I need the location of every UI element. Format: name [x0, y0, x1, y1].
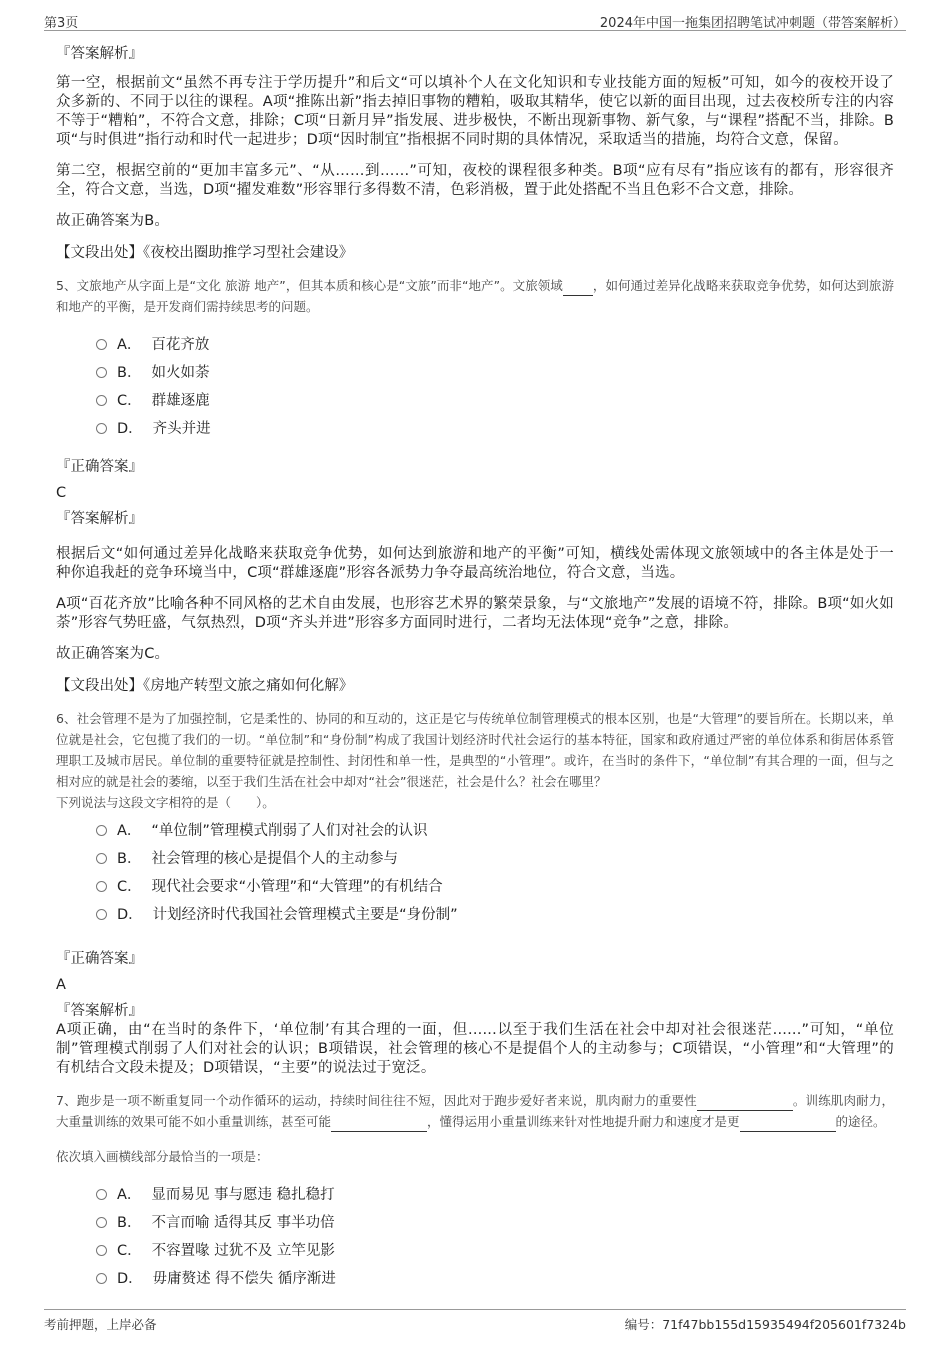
q6-stem: 6、社会管理不是为了加强控制，它是柔性的、协同的和互动的，这正是它与传统单位制管理模式的根本区别，也是“大管理”的要旨所在。长期以来，单位就是社会，它包揽了我们的一切。“单位制”和“身份制”构成了我国计划经济时代社会运行的基本特征，国家和政府通过严密的单位体系和街居体系管理职工及城市居民。单位制的重要特征就是控制性、封闭性和单一性，是典型的“小管理”。或许，在当时的条件下，“单位制”有其合理的一面，但与之相对应的就是社会的萎缩，以至于我们生活在社会中却对“社会”很迷茫，社会是什么？社会在哪里？ [56, 711, 894, 789]
radio-icon[interactable] [96, 909, 107, 920]
q5-analysis-paragraph-2: A项“百花齐放”比喻各种不同风格的艺术自由发展，也形容艺术界的繁荣景象，与“文旅地产”发展的语境不符，排除。B项“如火如荼”形容气势旺盛，气氛热烈，D项“齐头并进”形容多方面同时进行，二者均无法体现“竞争”之意，排除。 [56, 596, 894, 631]
q6-option-d[interactable]: D． 计划经济时代我国社会管理模式主要是“身份制” [96, 901, 894, 929]
radio-icon[interactable] [96, 1245, 107, 1256]
q5-conclusion: 故正确答案为C。 [56, 646, 170, 662]
q7-blank-2 [331, 1117, 427, 1132]
document-title: 2024年中国一拖集团招聘笔试冲刺题（带答案解析） [599, 16, 906, 31]
radio-icon[interactable] [96, 1217, 107, 1228]
radio-icon[interactable] [96, 395, 107, 406]
page-footer [44, 1309, 906, 1332]
analysis-label: 『答案解析』 [56, 1003, 143, 1019]
radio-icon[interactable] [96, 339, 107, 350]
q5-answer: C [56, 485, 67, 501]
radio-icon[interactable] [96, 881, 107, 892]
q7-option-b[interactable]: B． 不言而喻 适得其反 事半功倍 [96, 1209, 894, 1237]
page-content [56, 44, 894, 1307]
q7-option-a[interactable]: A． 显而易见 事与愿违 稳扎稳打 [96, 1181, 894, 1209]
q5-stem: 5、文旅地产从字面上是“文化 旅游 地产”，但其本质和核心是“文旅”而非“地产”。文旅领域 ，如何通过差异化战略来获取竞争优势，如何达到旅游和地产的平衡，是开发商们需持续思考的问题。 [56, 278, 894, 314]
q5-option-b[interactable]: B． 如火如荼 [96, 359, 894, 387]
correct-answer-label: 『正确答案』 [56, 459, 143, 475]
q5-source: 【文段出处】《房地产转型文旅之痛如何化解》 [56, 678, 354, 694]
q5-option-c[interactable]: C． 群雄逐鹿 [96, 387, 894, 415]
q5-option-a[interactable]: A． 百花齐放 [96, 331, 894, 359]
q5-option-d[interactable]: D． 齐头并进 [96, 415, 894, 443]
q7-option-d[interactable]: D． 毋庸赘述 得不偿失 循序渐进 [96, 1265, 894, 1293]
q5-blank [563, 281, 593, 296]
q4-analysis-paragraph-2: 第二空，根据空前的“更加丰富多元”、“从……到……”可知，夜校的课程很多种类。B项“应有尽有”指应该有的都有，形容很齐全，符合文意，当选，D项“擢发难数”形容罪行多得数不清，色彩消极，置于此处搭配不当且色彩不合文意，排除。 [56, 163, 894, 198]
q5-analysis-paragraph-1: 根据后文“如何通过差异化战略来获取竞争优势，如何达到旅游和地产的平衡”可知，横线处需体现文旅领域中的各主体是处于一种你追我赶的竞争环境当中，C项“群雄逐鹿”形容各派势力争夺最高统治地位，符合文意，当选。 [56, 546, 894, 581]
page-header [44, 10, 906, 31]
q4-analysis-paragraph-1: 第一空，根据前文“虽然不再专注于学历提升”和后文“可以填补个人在文化知识和专业技能方面的短板”可知，如今的夜校开设了众多新的、不同于以往的课程。A项“推陈出新”指去掉旧事物的糟粕，吸取其精华，使它以新的面目出现，过去夜校所专注的内容不等于“糟粕”，不符合文意，排除；C项“日新月异”指发展、进步极快，不断出现新事物、新气象，与“课程”搭配不当，排除。B项“与时俱进”指行动和时代一起进步；D项“因时制宜”指根据不同时期的具体情况，采取适当的措施，均符合文意，保留。 [56, 75, 894, 148]
radio-icon[interactable] [96, 853, 107, 864]
page-number: 第3页 [44, 16, 79, 31]
q7-ask: 依次填入画横线部分最恰当的一项是： [56, 1149, 269, 1164]
q7-option-c[interactable]: C． 不容置喙 过犹不及 立竿见影 [96, 1237, 894, 1265]
q5-options [96, 331, 894, 443]
q4-source: 【文段出处】《夜校出圈助推学习型社会建设》 [56, 245, 354, 261]
q4-conclusion: 故正确答案为B。 [56, 213, 170, 229]
q6-analysis: A项正确，由“在当时的条件下，‘单位制’有其合理的一面，但......以至于我们生活在社会中却对社会很迷茫......”可知，“单位制”管理模式削弱了人们对社会的认识；B项错误，社会管理的核心不是提倡个人的主动参与；C项错误，“小管理”和“大管理”的有机结合文段未提及；D项错误，“主要”的说法过于宽泛。 [56, 1022, 894, 1076]
q7-blank-3 [740, 1117, 836, 1132]
radio-icon[interactable] [96, 1273, 107, 1284]
q6-option-b[interactable]: B． 社会管理的核心是提倡个人的主动参与 [96, 845, 894, 873]
q7-stem: 7、跑步是一项不断重复同一个动作循环的运动，持续时间往往不短，因此对于跑步爱好者来说，肌肉耐力的重要性 。训练肌肉耐力，大重量训练的效果可能不如小重量训练，甚至可能 ，懂得运用小重量训练来针对性地提升耐力和速度才是更 的途径。 [56, 1090, 894, 1132]
analysis-label: 『答案解析』 [56, 511, 143, 527]
analysis-label: 『答案解析』 [56, 46, 143, 62]
radio-icon[interactable] [96, 825, 107, 836]
q6-options [96, 817, 894, 929]
q7-blank-1 [697, 1096, 793, 1111]
radio-icon[interactable] [96, 423, 107, 434]
radio-icon[interactable] [96, 1189, 107, 1200]
q6-answer: A [56, 977, 66, 993]
correct-answer-label: 『正确答案』 [56, 951, 143, 967]
q6-ask: 下列说法与这段文字相符的是（ ）。 [56, 795, 275, 810]
document-id: 编号：71f47bb155d15935494f205601f7324b [624, 1317, 906, 1332]
q7-options [96, 1181, 894, 1293]
q6-option-a[interactable]: A． “单位制”管理模式削弱了人们对社会的认识 [96, 817, 894, 845]
radio-icon[interactable] [96, 367, 107, 378]
q6-option-c[interactable]: C． 现代社会要求“小管理”和“大管理”的有机结合 [96, 873, 894, 901]
footer-slogan: 考前押题，上岸必备 [44, 1317, 157, 1332]
